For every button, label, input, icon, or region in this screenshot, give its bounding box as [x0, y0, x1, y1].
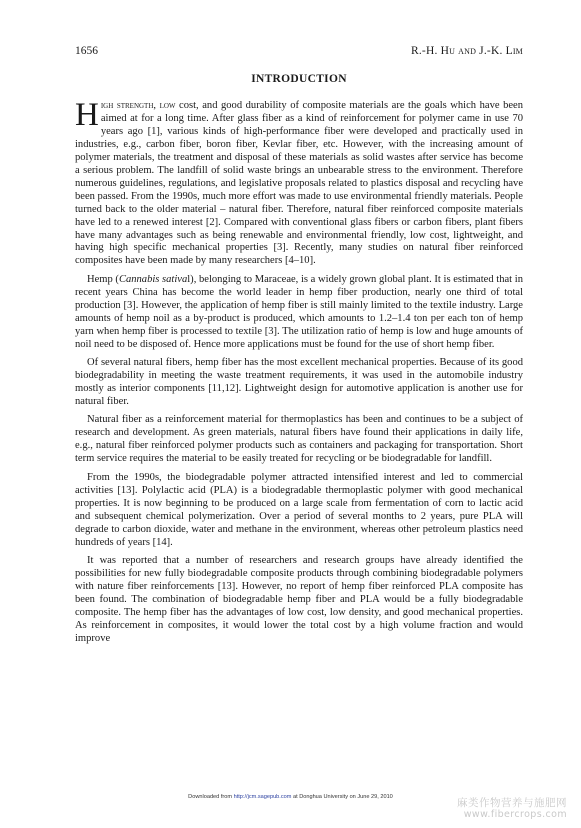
paragraph-6: It was reported that a number of researchers and research groups have already identified the possibilities for new fully biodegradable composite products through combining biodegradable polymers with nature fiber reinforcements [13]. However, no report of hemp fiber reinforced PLA composite has been found. The combination of biodegradable hemp fiber and PLA would be a fully biodegradable composite. The hemp fiber has the advantages of low cost, low density, and good mechanical properties. As reinforcement in composites, it would lower the total cost by a high volume fraction and would improve: [75, 554, 523, 644]
watermark-url: www.fibercrops.com: [463, 809, 567, 820]
footer-prefix: Downloaded from: [188, 794, 234, 800]
drop-cap: H: [75, 97, 99, 133]
page-number: 1656: [75, 45, 98, 57]
paragraph-2-text: l), belonging to Maraceae, is a widely grown global plant. It is estimated that in recent years China has become the world leader in hemp fiber production, nearly one third of total production [3]. However, the application of hemp fiber is still mainly limited to the textile industry. Large amounts of hemp noil as a by-product is produced, which amounts to 1.2–1.4 ton per each ton of hemp yarn when hemp fiber is processed to textile [3]. The utilization ratio of hemp is low and huge amounts of noil need to be disposed of. Hence more applications must be found for the use of short hemp fiber.: [75, 273, 523, 350]
watermark-chinese: 麻类作物营养与施肥网: [457, 797, 567, 809]
footer-suffix: at Donghua University on June 29, 2010: [291, 794, 393, 800]
paragraph-2: [75, 274, 523, 352]
paragraph-4: Natural fiber as a reinforcement material for thermoplastics has been and continues to be a subject of research and development. As green materials, natural fibers have found their applications in daily life, e.g., natural fiber reinforced polymer products such as containers and packaging for transportation. Short term service requires the material to be easily treated for recycling or be biodegradable for landfill.: [75, 414, 523, 465]
paragraph-2-lead: Hemp (: [87, 273, 119, 285]
body-text: [75, 97, 523, 651]
running-authors: [411, 44, 523, 58]
paragraph-5: From the 1990s, the biodegradable polymer attracted intensified interest and led to commercial activities [13]. Polylactic acid (PLA) is a biodegradable thermoplastic polymer with good mechanical properties. It is now beginning to be produced on a large scale from fermentation of corn to lactic acid and subsequent chemical polymerization. Over a period of several months to 2 years, pure PLA will degrade to carbon dioxide, water and methane in the environment, whereas other petroleum plastics need hundreds of years [14].: [75, 471, 523, 548]
watermark: [457, 797, 567, 821]
paragraph-1: [75, 97, 523, 268]
paragraph-1-text: cost, and good durability of composite materials are the goals which have been aimed at for a long time. After glass fiber as a kind of reinforcement for polymer came in use 70 years ago [1], various kinds of high-performance fiber were developed and practically used in industries, e.g., carbon fiber, boron fiber, Kevlar fiber, etc. However, with the increasing amount of polymer materials, the treatment and disposal of these materials as solid wastes after service has become a serious problem. The landfill of solid waste brings an unbearable stress to the environment. Therefore numerous guidelines, regulations, and legislative proposals related to plastics disposal and recycling have been passed. From the 1990s, much more effort was made to use environmental friendly materials. People turned back to the older material – natural fiber. Therefore, natural fiber reinforced composite materials have led to a renewed interest [2]. Compared with conventional glass fibers or carbon fibers, plant fibers have many advantages such as being renewable and environmental friendly, low cost, lightweight, and having high specific mechanical properties [3]. Recently, many studies on natural fiber reinforced composites have been made by many researchers [4–10].: [75, 100, 523, 267]
paragraph-1-smallcaps-lead: igh strength, low: [100, 100, 176, 111]
footer-link[interactable]: http://jcm.sagepub.com: [233, 794, 292, 800]
section-title: INTRODUCTION: [251, 73, 347, 85]
paragraph-3: Of several natural fibers, hemp fiber has the most excellent mechanical properties. Because of its good biodegradability in meeting the waste treatment requirements, it was used in the automobile industry mostly as interior components [11,12]. Lightweight design for automotive application is another use for natural fiber.: [75, 357, 523, 407]
authors-text: R.-H. Hu and J.-K. Lim: [410, 45, 523, 57]
species-name: Cannabis sativa: [118, 273, 188, 285]
